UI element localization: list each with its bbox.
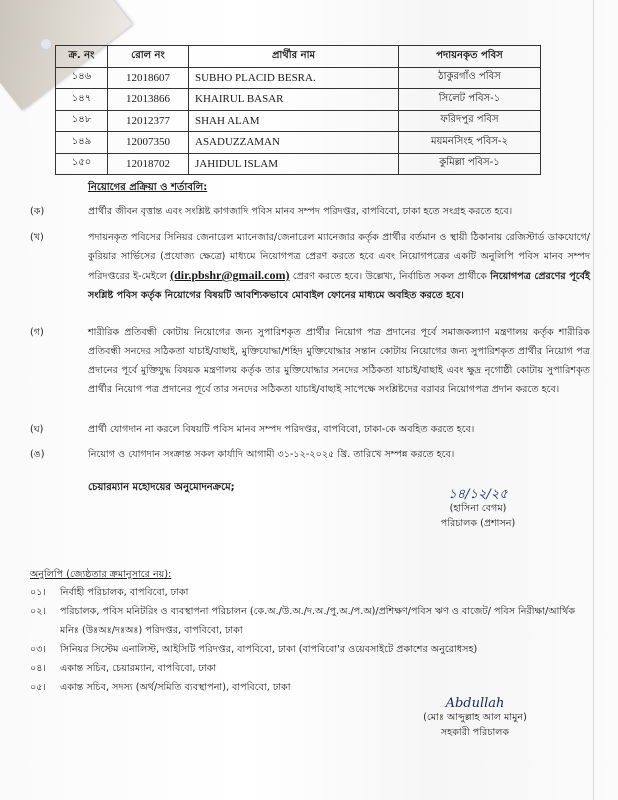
copies-heading: অনুলিপি (জ্যেষ্ঠতার ক্রমানুসারে নয়): xyxy=(30,569,172,580)
copies-item-number: ০৩। xyxy=(30,644,46,655)
cell-office: সিলেট পবিস-১ xyxy=(399,89,541,111)
cell-roll: 12012377 xyxy=(108,110,189,132)
clause-text xyxy=(88,228,590,305)
header-serial: ক্র. নং xyxy=(56,46,108,68)
copies-item-text: একান্ত সচিব, সদস্য (অর্থ/সমিতি ব্যবস্থাপনা), বাপবিবো, ঢাকা xyxy=(60,682,291,693)
clause-text: প্রার্থী যোগদান না করলে বিষয়টি পবিস মানব সম্পদ পরিদপ্তর, বাপবিবো, ঢাকা-কে অবহিত করতে হবে। xyxy=(88,424,475,435)
signature-handwritten: ১৪/১২/২৫ xyxy=(448,487,508,502)
clause-text-part: পদায়নকৃত পবিসের সিনিয়র জেনারেল ম্যানেজার/জেনারেল ম্যানেজার কর্তৃক প্রার্থীর বর্তমান ও স্থায়ী ঠিকানায় রেজিস্টার্ড ডাকযোগে/কুরিয়ার সার্ভিসের (প্রযোজ্য ক্ষেত্রে) মাধ্যমে নিয়োগপত্র প্রেরণ করতে হবে এবং নিয়োগপত্রের একটি অনুলিপি পবিস মানব সম্পদ পরিদপ্তরের ই-মেইলে xyxy=(88,232,590,282)
copies-item-text: একান্ত সচিব, চেয়ারম্যান, বাপবিবো, ঢাকা xyxy=(60,663,217,674)
clause-ga xyxy=(30,323,590,399)
header-office: পদায়নকৃত পবিস xyxy=(399,46,541,68)
table-row xyxy=(56,132,541,154)
table-header-row xyxy=(56,46,541,68)
cell-name: ASADUZZAMAN xyxy=(189,132,399,154)
copies-item-number: ০৫। xyxy=(30,682,46,693)
clause-text: শারীরিক প্রতিবন্ধী কোটায় নিয়োগের জন্য সুপারিশকৃত প্রার্থীর নিয়োগ পত্র প্রদানের পূর্বে সমাজকল্যাণ মন্ত্রণালয় কর্তৃক শারীরিক প্রতিবন্ধী সনদের সঠিকতা যাচাই/বাছাই, মুক্তিযোদ্ধা/শহিদ মুক্তিযোদ্ধার সন্তান কোটায় নিয়োগের জন্য সুপারিশকৃত প্রার্থীর নিয়োগ পত্র প্রদানের পূর্বে মুক্তিযুদ্ধ বিষয়ক মন্ত্রণালয় কর্তৃক তার মুক্তিযোদ্ধার সনদের সঠিকতা যাচাই/বাছাই এবং ক্ষুদ্র নৃগোষ্ঠী কোটায় সুপারিশকৃত প্রার্থীর নিয়োগ পত্র প্রদানের পূর্বে তার সনদের সঠিকতা যাচাই/বাছাই সাপেক্ষে সংশ্লিষ্টদের বরাবর নিয়োগপত্র প্রদান করতে হবে। xyxy=(88,327,590,395)
cell-name: JAHIDUL ISLAM xyxy=(189,153,399,175)
table-row xyxy=(56,110,541,132)
signatory-director xyxy=(408,488,548,531)
clause-kha xyxy=(30,228,590,305)
clause-text: প্রার্থীর জীবন বৃত্তান্ত এবং সংশ্লিষ্ট কাগজাদি পবিস মানব সম্পদ পরিদপ্তর, বাপবিবো, ঢাকা হতে সংগ্রহ করতে হবে। xyxy=(88,206,513,217)
clause-marker: (গ) xyxy=(30,327,44,338)
copies-item-number: ০৪। xyxy=(30,663,46,674)
cell-serial: ১৪৯ xyxy=(56,132,108,154)
copies-item xyxy=(30,602,590,640)
signatory-designation: সহকারী পরিচালক xyxy=(440,727,510,738)
copies-item-number: ০২। xyxy=(30,606,46,617)
copies-item xyxy=(30,583,590,602)
clause-text-part: প্রেরণ করতে হবে। উল্লেখ্য, নির্বাচিত সকল প্রার্থীকে xyxy=(292,271,487,282)
table-row xyxy=(56,153,541,175)
cell-name: SHAH ALAM xyxy=(189,110,399,132)
cell-roll: 12018702 xyxy=(108,153,189,175)
header-roll: রোল নং xyxy=(108,46,189,68)
signature-handwritten: Abdullah xyxy=(445,696,505,711)
clause-marker: (ক) xyxy=(30,206,45,217)
page-edge-line xyxy=(593,0,594,800)
copies-item xyxy=(30,640,590,659)
clause-marker: (ঙ) xyxy=(30,449,45,460)
table-row xyxy=(56,89,541,111)
clause-ka xyxy=(30,202,590,221)
cell-office: ঠাকুরগাঁও পবিস xyxy=(399,67,541,89)
clause-marker: (ঘ) xyxy=(30,424,44,435)
cell-serial: ১৫০ xyxy=(56,153,108,175)
copies-list xyxy=(30,583,590,697)
clause-text: নিয়োগ ও যোগদান সংক্রান্ত সকল কার্যাদি আগামী ৩১-১২-২০২৫ খ্রি. তারিখে সম্পন্ন করতে হবে। xyxy=(88,449,455,460)
cell-serial: ১৪৮ xyxy=(56,110,108,132)
copies-item-text: সিনিয়র সিস্টেম এনালিস্ট, আইসিটি পরিদপ্তর, বাপবিবো, ঢাকা (বাপবিবো'র ওয়েবসাইটে প্রকাশের অনুরোধসহ) xyxy=(60,644,478,655)
copies-item xyxy=(30,659,590,678)
copies-item-text: নির্বাহী পরিচালক, বাপবিবো, ঢাকা xyxy=(60,587,189,598)
clause-marker: (খ) xyxy=(30,232,44,243)
signatory-name: (হাসিনা বেগম) xyxy=(449,503,507,514)
email-link[interactable]: (dir.pbshr@gmail.com) xyxy=(170,268,290,282)
appointment-table xyxy=(55,45,541,175)
signatory-designation: পরিচালক (প্রশাসন) xyxy=(440,518,516,529)
signatory-name: (মোঃ আব্দুল্লাহ আল মামুন) xyxy=(423,712,527,723)
header-name: প্রার্থীর নাম xyxy=(189,46,399,68)
cell-serial: ১৪৭ xyxy=(56,89,108,111)
cell-office: ময়মনসিংহ পবিস-২ xyxy=(399,132,541,154)
copies-item-text: পরিচালক, পবিস মনিটরিং ও ব্যবস্থাপনা পরিচালন (কে.অ./উ.অ./দ.অ./পু.অ./প.অ)/প্রশিক্ষণ/পবিস ঋণ ও বাজেট/ পবিস নিরীক্ষা/আর্থিক মনিঃ (উঃঅঃ/দঃঅঃ) পরিদপ্তর, বাপবিবো, ঢাকা xyxy=(60,606,576,636)
cell-name: KHAIRUL BASAR xyxy=(189,89,399,111)
cell-serial: ১৪৬ xyxy=(56,67,108,89)
clause-uma xyxy=(30,445,590,464)
cell-roll: 12007350 xyxy=(108,132,189,154)
copies-item-number: ০১। xyxy=(30,587,46,598)
cell-office: কুমিল্লা পবিস-১ xyxy=(399,153,541,175)
conditions-heading: নিয়োগের প্রক্রিয়া ও শর্তাবলি: xyxy=(88,182,208,193)
clause-emphasis: নিয়োগপত্র প্রেরণের পূর্বেই সংশ্লিষ্ট পবিস কর্তৃক নিয়োগের বিষয়টি আবশ্যিকভাবে মোবাইল ফোনের মাধ্যমে অবহিত করতে হবে। xyxy=(88,271,590,301)
cell-roll: 12018607 xyxy=(108,67,189,89)
cell-name: SUBHO PLACID BESRA. xyxy=(189,67,399,89)
table-row xyxy=(56,67,541,89)
approval-line: চেয়ারম্যান মহোদয়ের অনুমোদনক্রমে; xyxy=(88,482,235,493)
clause-gha xyxy=(30,420,590,439)
cell-roll: 12013866 xyxy=(108,89,189,111)
copies-item xyxy=(30,678,590,697)
signatory-assistant-director xyxy=(390,697,560,740)
punch-hole xyxy=(40,38,52,50)
cell-office: ফরিদপুর পবিস xyxy=(399,110,541,132)
